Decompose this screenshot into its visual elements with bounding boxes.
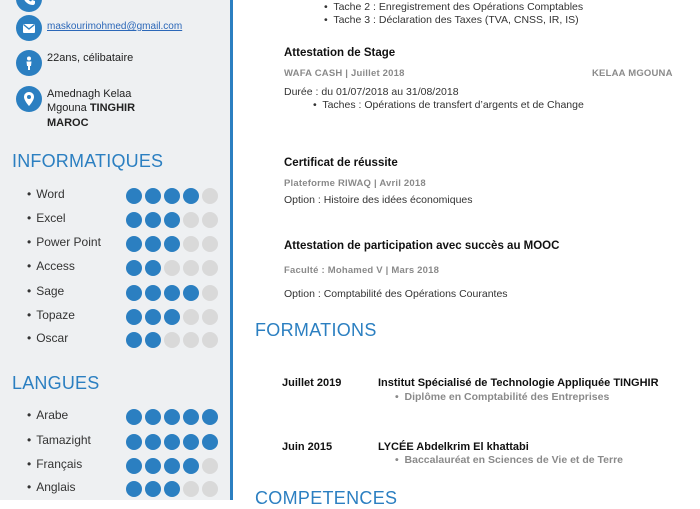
address-city: TINGHIR [89,102,136,114]
competences-heading: COMPETENCES [255,488,398,508]
skill-name: Français [36,457,83,471]
skill-label [27,211,66,225]
rating-dot-empty [202,188,218,204]
rating-dot-filled [145,409,161,425]
skill-name: Access [36,259,75,273]
location-pin-icon [16,86,42,112]
rating-dot-filled [145,188,161,204]
stage-location: KELAA MGOUNA [592,68,673,79]
skill-label [27,308,75,322]
rating-dot-filled [164,188,180,204]
rating-dot-empty [183,309,199,325]
rating-dot-filled [145,481,161,497]
formation-diploma: • Baccalauréat en Sciences de Vie et de Terre [395,454,623,466]
sidebar [0,0,230,500]
rating-dot-empty [202,236,218,252]
mooc-title: Attestation de participation avec succès au MOOC [284,240,560,252]
rating-dot-filled [126,260,142,276]
bullet: • [27,433,32,447]
address-line2 [47,102,135,114]
bullet: • [27,308,32,322]
rating-dot-filled [183,434,199,450]
formation-diploma-text: Diplôme en Comptabilité des Entreprises [404,391,610,403]
rating-dot-filled [145,332,161,348]
skill-label [27,433,91,447]
formation-school: Institut Spécialisé de Technologie Appliquée TINGHIR [378,377,659,389]
rating-dot-empty [183,260,199,276]
rating-dot-empty [183,332,199,348]
rating-dot-filled [145,458,161,474]
skill-name: Power Point [36,235,101,249]
rating-dot-filled [164,236,180,252]
bullet: • [27,331,32,345]
rating-dot-filled [164,481,180,497]
task-line: • Tache 3 : Déclaration des Taxes (TVA, CNSS, IR, IS) [324,14,579,26]
certificat-option: Option : Histoire des idées économiques [284,194,473,206]
rating-dot-empty [202,481,218,497]
phone-icon [16,0,42,12]
rating-dot-filled [164,434,180,450]
skill-label [27,457,82,471]
address-line1: Amednagh Kelaa [47,88,132,100]
rating-dot-filled [126,481,142,497]
skill-name: Anglais [36,480,76,494]
rating-dot-filled [202,434,218,450]
rating-dot-filled [126,285,142,301]
skill-label [27,331,68,345]
bullet: • [27,408,32,422]
mooc-option: Option : Comptabilité des Opérations Courantes [284,288,508,300]
certificat-meta: Plateforme RIWAQ | Avril 2018 [284,178,426,189]
bullet: • [27,259,32,273]
task-text: Tache 3 : Déclaration des Taxes (TVA, CNSS, IR, IS) [333,14,579,26]
bullet: • [27,284,32,298]
formation-diploma-text: Baccalauréat en Sciences de Vie et de Terre [404,454,623,466]
rating-dot-filled [164,212,180,228]
formation-date: Juillet 2019 [282,377,342,389]
rating-dot-empty [164,260,180,276]
rating-dot-filled [183,285,199,301]
skill-label [27,480,76,494]
rating-dot-empty [164,332,180,348]
age-status: 22ans, célibataire [47,52,134,64]
skill-name: Word [36,187,65,201]
skill-label [27,284,64,298]
skill-label [27,187,65,201]
rating-dot-filled [145,212,161,228]
rating-dot-filled [183,188,199,204]
skill-label [27,259,75,273]
rating-dot-filled [164,409,180,425]
bullet: • [27,211,32,225]
rating-dot-filled [126,332,142,348]
rating-dot-filled [145,309,161,325]
mooc-meta: Faculté : Mohamed V | Mars 2018 [284,265,440,276]
informatiques-heading: INFORMATIQUES [12,151,164,171]
rating-dot-filled [164,285,180,301]
skill-name: Sage [36,284,65,298]
rating-dot-filled [202,409,218,425]
person-icon [16,50,42,76]
rating-dot-filled [126,434,142,450]
rating-dot-filled [126,458,142,474]
rating-dot-filled [126,188,142,204]
formations-heading: FORMATIONS [255,320,377,340]
rating-dot-empty [202,332,218,348]
rating-dot-filled [164,309,180,325]
formation-date: Juin 2015 [282,441,333,453]
rating-dot-filled [126,409,142,425]
skill-label [27,235,101,249]
rating-dot-filled [145,285,161,301]
task-line: • Tache 2 : Enregistrement des Opérations Comptables [324,1,584,13]
address-country: MAROC [47,117,89,129]
bullet: • [27,235,32,249]
rating-dot-filled [126,309,142,325]
rating-dot-empty [183,236,199,252]
task-line: • Taches : Opérations de transfert d’argents et de Change [313,99,584,111]
skill-name: Oscar [36,331,69,345]
skill-name: Arabe [36,408,69,422]
rating-dot-empty [202,458,218,474]
formation-diploma: • Diplôme en Comptabilité des Entreprises [395,391,610,403]
rating-dot-empty [202,260,218,276]
task-text: Tache 2 : Enregistrement des Opérations Comptables [333,1,584,13]
skill-label [27,408,68,422]
stage-tasks: Taches : Opérations de transfert d’argents et de Change [322,99,584,111]
stage-company: WAFA CASH | Juillet 2018 [284,68,405,79]
rating-dot-empty [183,212,199,228]
rating-dot-filled [126,236,142,252]
rating-dot-filled [183,458,199,474]
address-town: Mgouna [47,102,90,114]
skill-name: Topaze [36,308,75,322]
rating-dot-empty [202,309,218,325]
bullet: • [27,457,32,471]
email-icon [16,15,42,41]
langues-heading: LANGUES [12,373,100,393]
formation-school: LYCÉE Abdelkrim El khattabi [378,441,529,453]
rating-dot-empty [202,212,218,228]
rating-dot-filled [145,434,161,450]
skill-name: Tamazight [36,433,91,447]
certificat-title: Certificat de réussite [284,157,398,169]
rating-dot-filled [183,409,199,425]
stage-duration: Durée : du 01/07/2018 au 31/08/2018 [284,86,459,98]
email-link[interactable]: maskourimohmed@gmail.com [47,21,183,32]
rating-dot-filled [126,212,142,228]
stage-title: Attestation de Stage [284,47,396,59]
rating-dot-empty [202,285,218,301]
rating-dot-filled [145,260,161,276]
bullet: • [27,480,32,494]
rating-dot-filled [145,236,161,252]
rating-dot-filled [164,458,180,474]
bullet: • [27,187,32,201]
main-content [233,0,700,508]
rating-dot-empty [183,481,199,497]
skill-name: Excel [36,211,66,225]
